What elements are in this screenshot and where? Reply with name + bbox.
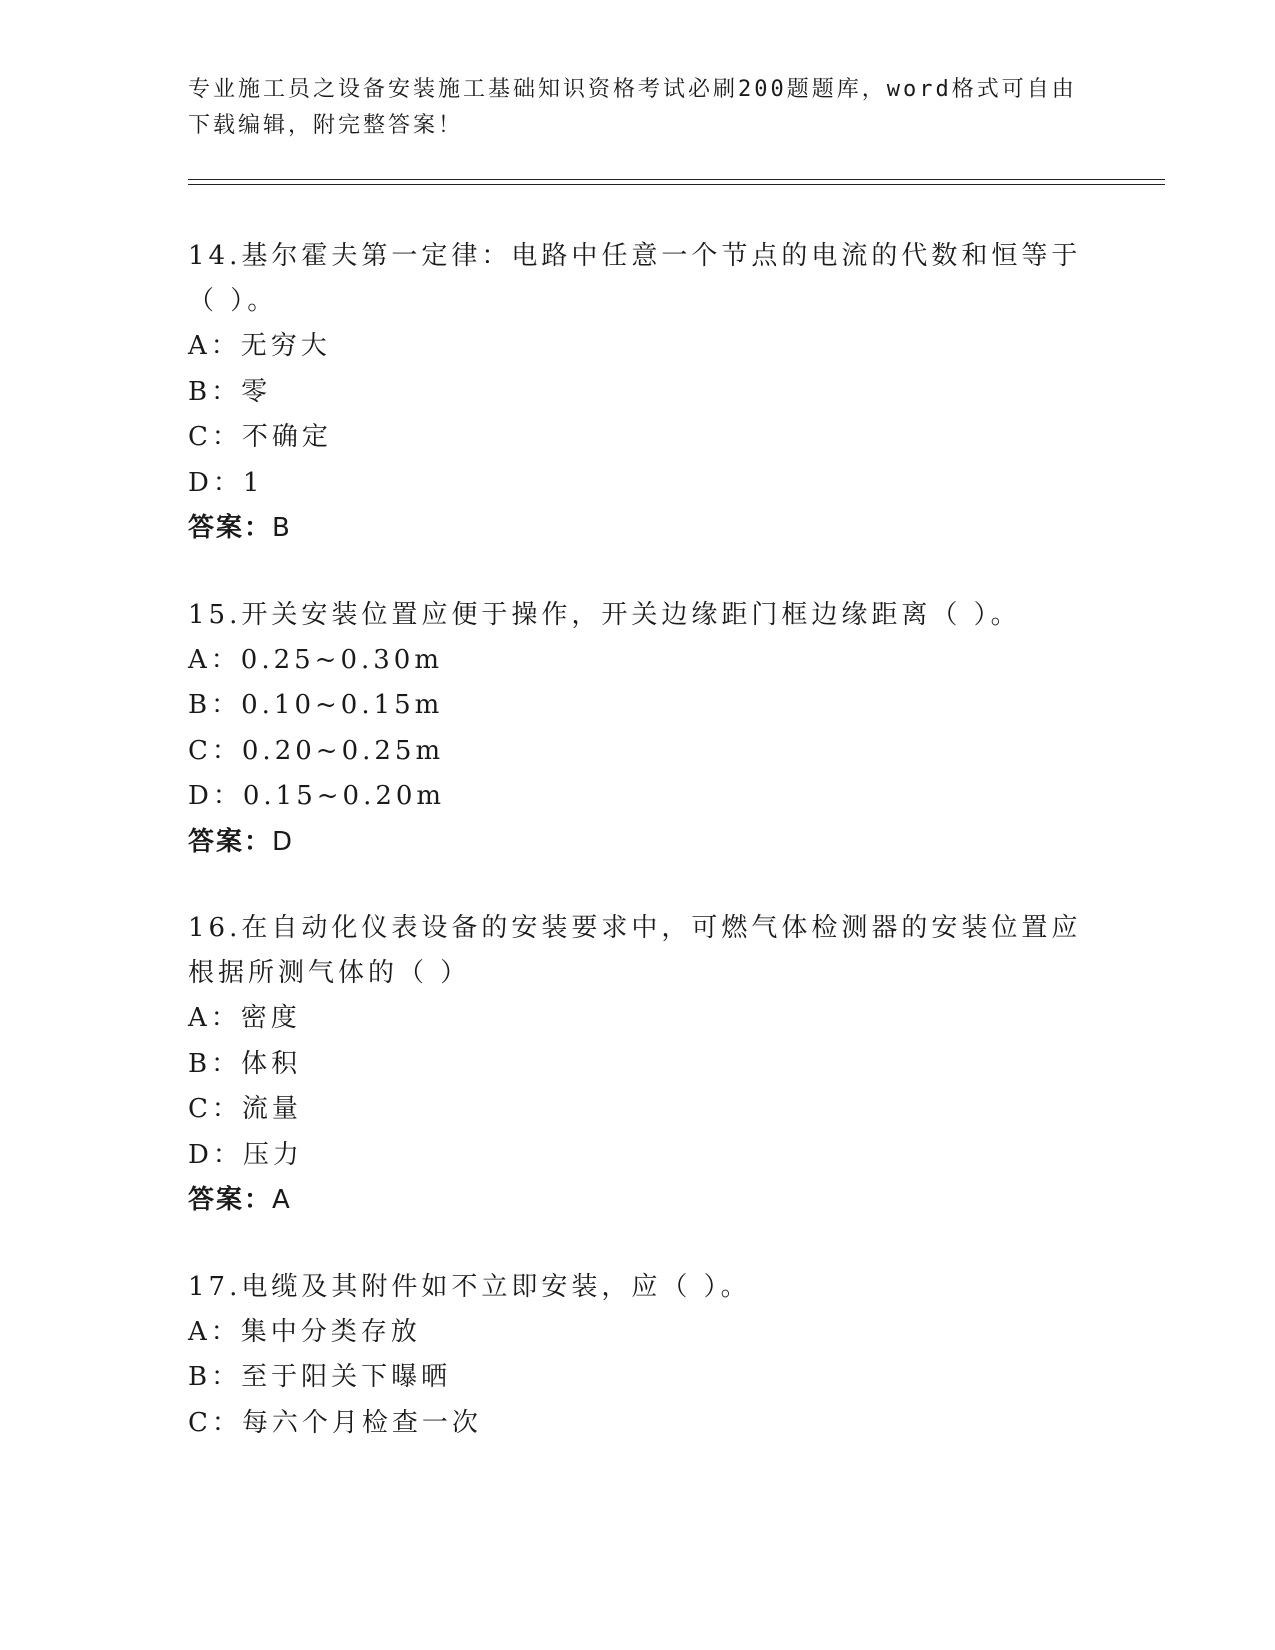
- question-stem: 14.基尔霍夫第一定律：电路中任意一个节点的电流的代数和恒等于（ ）。: [188, 241, 1082, 316]
- option-a: A：密度: [188, 1003, 301, 1033]
- question-item: [188, 593, 1088, 866]
- answer-value: B: [272, 513, 292, 543]
- question-stem: 15.开关安装位置应便于操作，开关边缘距门框边缘距离（ ）。: [188, 599, 1021, 630]
- option-c: C：流量: [188, 1094, 302, 1124]
- option-a: A：0.25~0.30m: [188, 644, 443, 675]
- option-b: B：至于阳关下曝晒: [188, 1362, 452, 1392]
- question-stem: 17.电缆及其附件如不立即安装，应（ ）。: [188, 1271, 751, 1302]
- option-b: B：体积: [188, 1048, 302, 1079]
- answer-line: [188, 506, 1088, 552]
- header-divider-top: [188, 179, 1165, 180]
- question-item: [188, 906, 1088, 1224]
- answer-label: 答案：: [188, 1185, 273, 1215]
- header-divider-bottom: [188, 184, 1165, 185]
- answer-line: [188, 820, 1088, 866]
- option-c: C：0.20~0.25m: [188, 735, 445, 766]
- option-d: D：压力: [188, 1139, 303, 1170]
- option-b: B：零: [188, 376, 272, 407]
- option-b: B：0.10~0.15m: [188, 690, 444, 720]
- document-header: 专业施工员之设备安装施工基础知识资格考试必刷200题题库，word格式可自由下载编辑，附完整答案！: [188, 77, 1077, 138]
- question-list: [188, 234, 1088, 1487]
- option-a: A：无穷大: [188, 331, 331, 361]
- answer-label: 答案：: [188, 513, 273, 543]
- option-c: C：不确定: [188, 422, 332, 452]
- answer-label: 答案：: [188, 826, 273, 857]
- answer-line: [188, 1178, 1088, 1224]
- option-c: C：每六个月检查一次: [188, 1407, 482, 1438]
- question-item: [188, 234, 1088, 552]
- question-stem: 16.在自动化仪表设备的安装要求中，可燃气体检测器的安装位置应根据所测气体的（ ）: [188, 913, 1082, 988]
- answer-value: D: [272, 826, 295, 857]
- answer-value: A: [272, 1185, 292, 1215]
- question-item: [188, 1265, 1088, 1447]
- option-d: D：0.15~0.20m: [188, 781, 446, 811]
- option-a: A：集中分类存放: [188, 1316, 421, 1347]
- option-d: D：1: [188, 467, 264, 498]
